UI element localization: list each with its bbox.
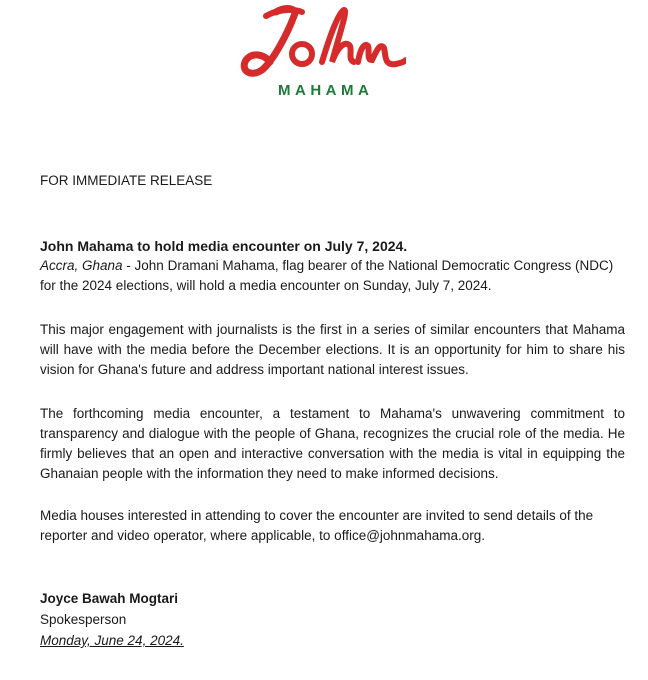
release-label: FOR IMMEDIATE RELEASE (40, 173, 213, 188)
paragraph-engagement: This major engagement with journalists is the first in a series of similar encounters that Mahama will have with the media before the December elections. It is an opportunity for him to share his vision for Ghana's future and address important national interest issues. (40, 322, 625, 377)
logo-subtitle: MAHAMA (278, 82, 374, 99)
dateline-location: Accra, Ghana (40, 258, 123, 273)
john-mahama-logo (236, 2, 406, 102)
paragraph-contact: Media houses interested in attending to cover the encounter are invited to send details of the reporter and video operator, where applicable, to office@johnmahama.org. (40, 508, 594, 543)
paragraph-commitment: The forthcoming media encounter, a testament to Mahama's unwavering commitment to transparency and dialogue with the people of Ghana, recognizes the crucial role of the media. He firmly believes that an open and interactive conversation with the media is vital in equipping the Ghanaian people with the information they need to make informed decisions. (40, 406, 625, 481)
john-script-logo-icon (236, 2, 406, 82)
paragraph-intro-text: - John Dramani Mahama, flag bearer of the National Democratic Congress (NDC) for the 2024 elections, will hold a media encounter on Sunday, July 7, 2024. (40, 258, 614, 293)
signatory-role: Spokesperson (40, 612, 127, 627)
paragraph-intro (40, 256, 625, 296)
release-date: Monday, June 24, 2024. (40, 633, 184, 648)
headline: John Mahama to hold media encounter on July 7, 2024. (40, 238, 408, 254)
signature-block (40, 588, 184, 651)
signatory-name: Joyce Bawah Mogtari (40, 591, 179, 606)
